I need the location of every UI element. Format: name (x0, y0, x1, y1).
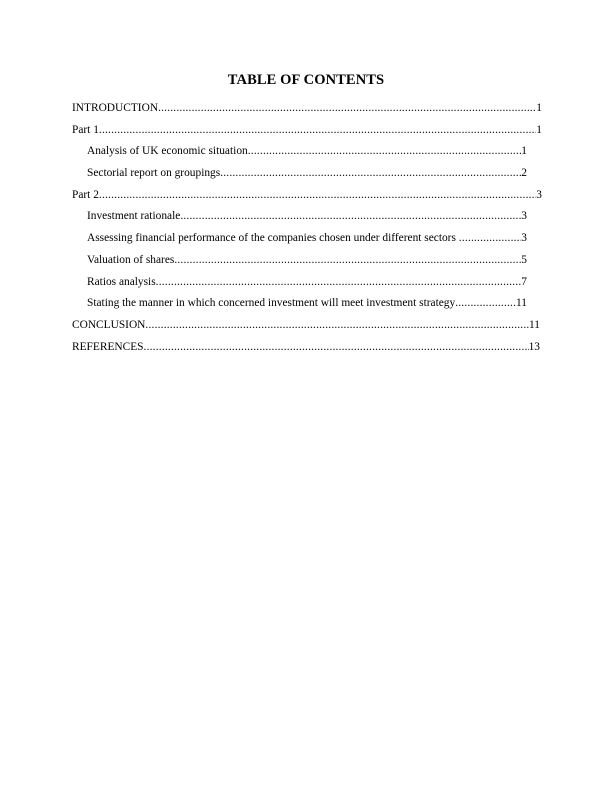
toc-entry-uk-economic-situation[interactable] (87, 144, 527, 166)
toc-entry-label: Part 2 (72, 188, 99, 201)
toc-entry-label: Assessing financial performance of the companies chosen under different sectors (87, 232, 459, 245)
toc-title: TABLE OF CONTENTS (227, 72, 385, 88)
dot-leader (99, 188, 536, 202)
toc-page-number: 3 (536, 188, 542, 201)
toc-entry-valuation-of-shares[interactable] (87, 253, 527, 275)
toc-page-number: 1 (536, 123, 542, 136)
toc-entry-label: Analysis of UK economic situation (87, 145, 248, 158)
dot-leader (180, 209, 521, 223)
dot-leader (156, 275, 522, 289)
toc-page-number: 13 (528, 340, 540, 353)
toc-entry-references[interactable] (72, 340, 540, 362)
dot-leader (145, 318, 529, 332)
toc-entry-label: Ratios analysis (87, 275, 156, 288)
toc-page-number: 2 (521, 167, 527, 180)
dot-leader (174, 253, 521, 267)
toc-entry-label: Investment rationale (87, 210, 181, 223)
toc-entry-label: Valuation of shares (87, 253, 175, 266)
toc-page-number: 7 (521, 275, 527, 288)
dot-leader (248, 144, 522, 158)
toc-entry-label: Part 1 (72, 123, 99, 136)
toc-page-number: 11 (529, 318, 540, 331)
toc-entry-part-1[interactable] (72, 123, 542, 145)
dot-leader (459, 231, 522, 245)
toc-entry-conclusion[interactable] (72, 318, 540, 340)
toc-entry-investment-rationale[interactable] (87, 209, 527, 231)
toc-page-number: 1 (536, 102, 542, 114)
toc-page-number: 1 (521, 145, 527, 158)
toc-entry-label: REFERENCES (72, 340, 144, 353)
toc-entry-introduction[interactable] (72, 101, 542, 123)
toc-entry-label: INTRODUCTION (72, 102, 159, 114)
toc-page-number: 5 (521, 253, 527, 266)
toc-page-number: 11 (516, 297, 527, 310)
toc-entry-sectorial-report[interactable] (87, 166, 527, 188)
toc-entry-label: CONCLUSION (72, 318, 146, 331)
toc-entry-label: Sectorial report on groupings (87, 167, 221, 180)
toc-page-number: 3 (521, 232, 527, 245)
dot-leader (455, 296, 516, 310)
toc-entry-part-2[interactable] (72, 188, 542, 210)
toc-entry-financial-performance[interactable] (87, 231, 527, 253)
toc-entry-label: Stating the manner in which concerned investment will meet investment strategy (87, 297, 456, 310)
dot-leader (158, 101, 536, 115)
dot-leader (220, 166, 521, 180)
toc-entry-ratios-analysis[interactable] (87, 275, 527, 297)
toc-entry-investment-strategy[interactable] (87, 296, 527, 318)
dot-leader (99, 123, 536, 137)
toc-list (72, 101, 544, 361)
dot-leader (144, 340, 529, 354)
toc-page-number: 3 (521, 210, 527, 223)
